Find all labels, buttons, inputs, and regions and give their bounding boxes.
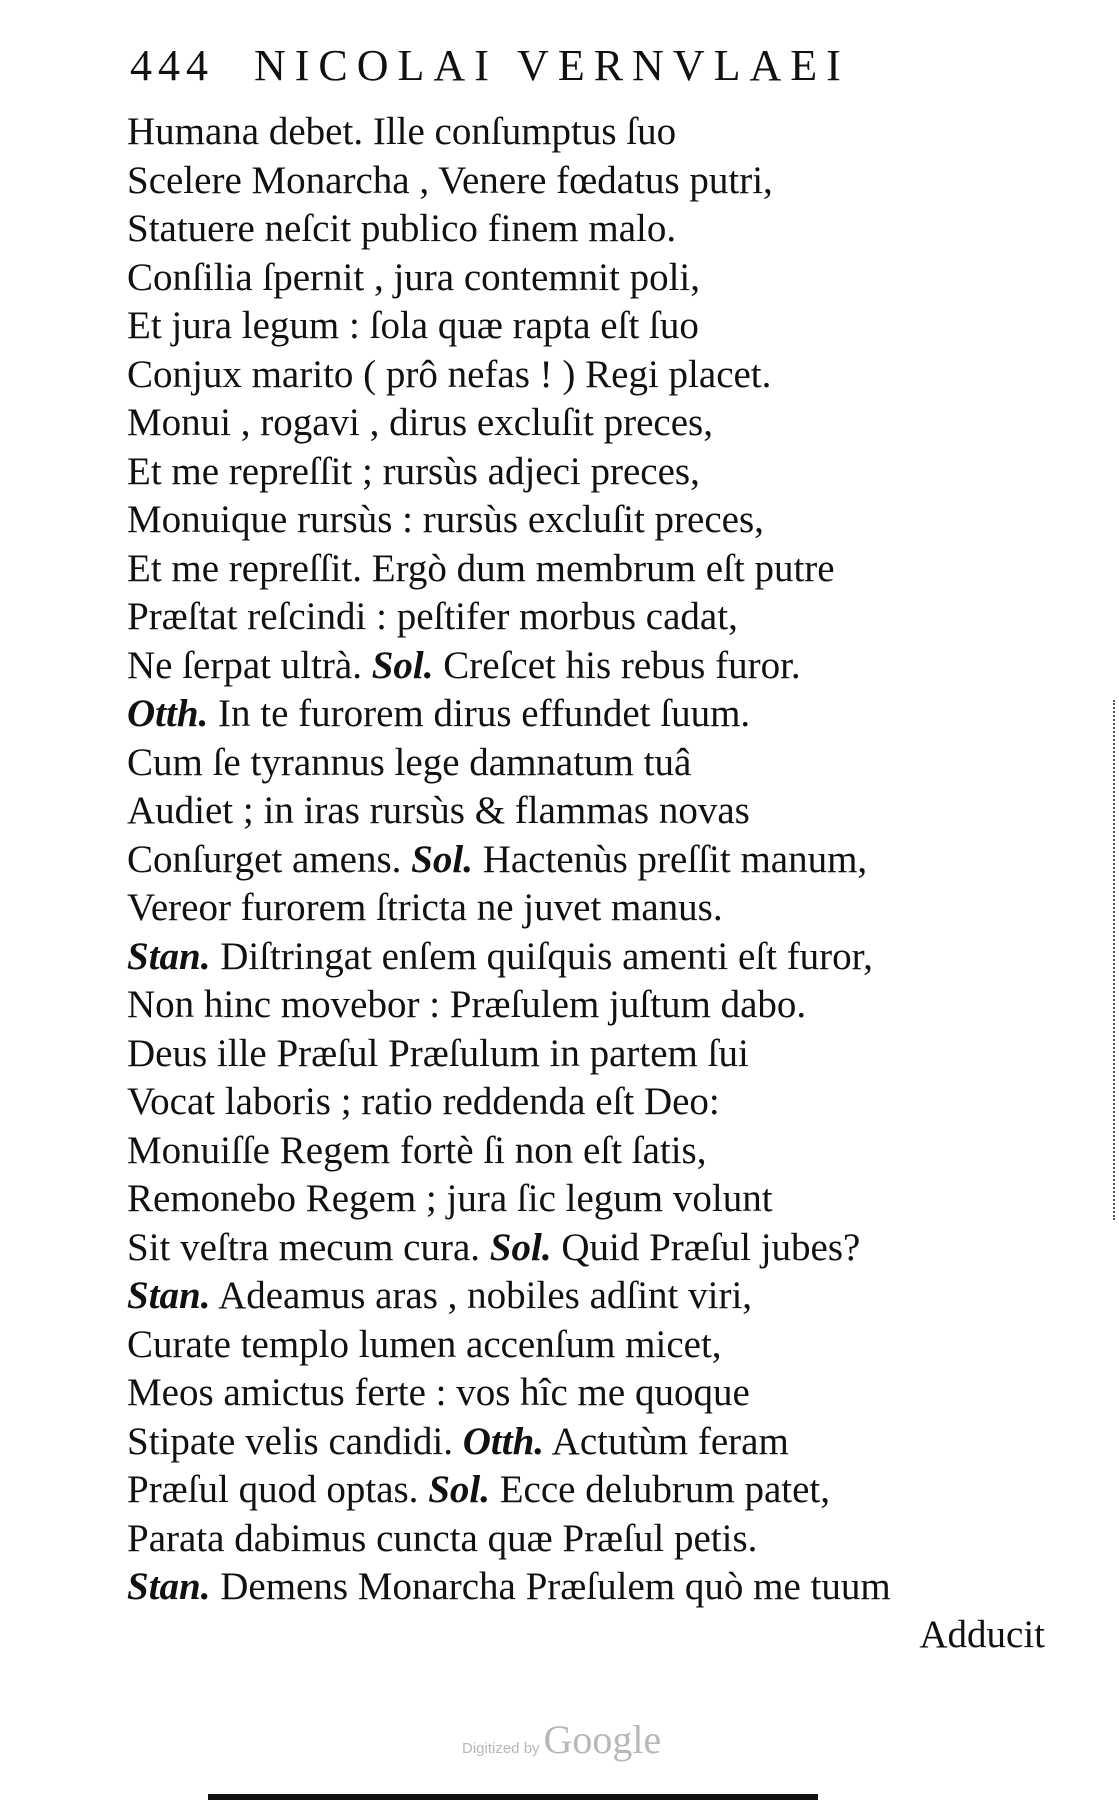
verse-line (127, 1127, 1057, 1176)
speaker-label: Sol. (371, 643, 434, 687)
verse-line (127, 1321, 1057, 1370)
verse-line (127, 1466, 1057, 1515)
digitized-watermark (462, 1716, 661, 1763)
verse-line (127, 1224, 1057, 1273)
verse-line-text: Conſurget amens. (127, 837, 402, 881)
verse-line (127, 739, 1057, 788)
verse-line-text: Et me repreſſit. Ergò dum membrum eſt putre (127, 546, 835, 590)
verse-line-text: Adeamus aras , nobiles adſint viri, (218, 1274, 753, 1317)
speaker-label: Otth. (462, 1419, 545, 1463)
page-number: 444 (130, 41, 214, 90)
verse-line-text: Deus ille Præſul Præſulum in partem ſui (127, 1031, 749, 1075)
verse-line-text: Quid Præſul jubes? (561, 1225, 861, 1269)
speaker-label: Stan. (127, 1274, 211, 1317)
verse-line-text: Et me repreſſit ; rursùs adjeci preces, (127, 449, 700, 493)
verse-line-text: Demens Monarcha Præſulem quò me tuum (220, 1565, 891, 1608)
verse-line (127, 1272, 1057, 1321)
verse-line-text: Vereor furorem ſtricta ne juvet manus. (127, 886, 723, 929)
verse-line-text: Audiet ; in iras rursùs & flammas novas (127, 789, 750, 832)
bottom-rule (208, 1794, 818, 1800)
verse-line (127, 205, 1057, 254)
verse-line (127, 593, 1057, 642)
verse-line (127, 884, 1057, 933)
speaker-label: Stan. (127, 934, 211, 978)
verse-line (127, 787, 1057, 836)
verse-line-text: Monui , rogavi , dirus excluſit preces, (127, 401, 713, 444)
verse-line-text: Actutùm feram (551, 1419, 789, 1463)
verse-line (127, 496, 1057, 545)
verse-line-text: Ecce delubrum patet, (499, 1468, 830, 1511)
verse-line (127, 1563, 1057, 1612)
verse-line (127, 1418, 1057, 1467)
verse-line (127, 351, 1057, 400)
catchword: Adducit (919, 1613, 1045, 1656)
verse-line-text: Non hinc movebor : Præſulem juſtum dabo. (127, 983, 807, 1026)
verse-line (127, 690, 1057, 739)
verse-line-text: Meos amictus ferte : vos hîc me quoque (127, 1371, 750, 1414)
verse-line (127, 642, 1057, 691)
verse-line-text: Remonebo Regem ; jura ſic legum volunt (127, 1177, 773, 1220)
verse-line-text: Stipate velis candidi. (127, 1419, 454, 1463)
verse-line (127, 1515, 1057, 1564)
speaker-label: Otth. (127, 692, 209, 735)
verse-line-text: Et jura legum : ſola quæ rapta eſt ſuo (127, 304, 699, 347)
verse-line (127, 1078, 1057, 1127)
verse-line-text: Conſilia ſpernit , jura contemnit poli, (127, 255, 700, 299)
verse-line-text: Scelere Monarcha , Venere fœdatus putri, (127, 158, 773, 202)
verse-line (127, 302, 1057, 351)
verse-line (127, 1369, 1057, 1418)
verse-line-text: Monuiſſe Regem fortè ſi non eſt ſatis, (127, 1128, 707, 1172)
verse-line (127, 108, 1057, 157)
verse-line-text: Ne ſerpat ultrà. (127, 643, 362, 687)
page-header (130, 40, 1030, 100)
verse-line-text: Præſul quod optas. (127, 1468, 419, 1511)
verse-line-text: Præſtat reſcindi : peſtifer morbus cadat, (127, 595, 738, 638)
verse-line-text: Curate templo lumen accenſum micet, (127, 1322, 722, 1366)
verse-text (127, 108, 1057, 1612)
verse-line (127, 399, 1057, 448)
speaker-label: Sol. (489, 1225, 552, 1269)
speaker-label: Stan. (127, 1565, 211, 1608)
google-logo: Google (543, 1717, 662, 1762)
verse-line-text: Diſtringat enſem quiſquis amenti eſt furor, (220, 934, 873, 978)
verse-line (127, 254, 1057, 303)
watermark-prefix: Digitized by (462, 1740, 540, 1757)
verse-line-text: Parata dabimus cuncta quæ Præſul petis. (127, 1516, 758, 1560)
verse-line (127, 1030, 1057, 1079)
verse-line-text: Conjux marito ( prô nefas ! ) Regi placet. (127, 352, 772, 396)
verse-line-text: Vocat laboris ; ratio reddenda eſt Deo: (127, 1080, 720, 1123)
verse-line (127, 933, 1057, 982)
verse-line-text: Cum ſe tyrannus lege damnatum tuâ (127, 740, 692, 784)
running-head: NICOLAI VERNVLAEI (254, 41, 850, 90)
verse-line (127, 1175, 1057, 1224)
verse-line-text: Statuere neſcit publico finem malo. (127, 207, 677, 250)
verse-line (127, 836, 1057, 885)
verse-line-text: Hactenùs preſſit manum, (482, 837, 868, 881)
verse-line (127, 448, 1057, 497)
verse-line-text: In te furorem dirus effundet ſuum. (218, 692, 751, 735)
verse-line (127, 157, 1057, 206)
verse-line-text: Monuique rursùs : rursùs excluſit preces, (127, 498, 764, 541)
verse-line-text: Humana debet. Ille conſumptus ſuo (127, 110, 677, 153)
verse-line-text: Creſcet his rebus furor. (443, 643, 801, 687)
verse-line (127, 981, 1057, 1030)
page-edge-marks (1103, 700, 1115, 1220)
verse-line-text: Sit veſtra mecum cura. (127, 1225, 481, 1269)
speaker-label: Sol. (428, 1468, 490, 1511)
verse-line (127, 545, 1057, 594)
speaker-label: Sol. (411, 837, 473, 881)
